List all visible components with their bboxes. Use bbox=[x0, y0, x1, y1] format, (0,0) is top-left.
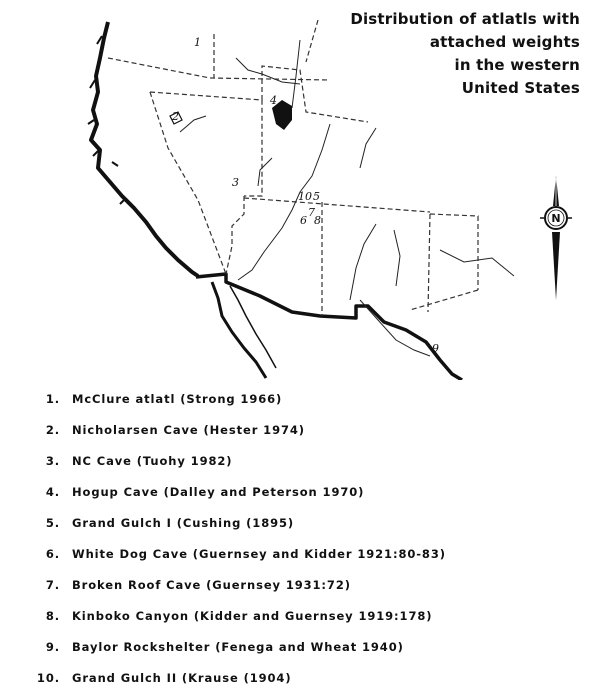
north-label: N bbox=[551, 212, 561, 225]
site-label-10: 10 bbox=[298, 190, 312, 203]
site-label-2: 2 bbox=[172, 110, 179, 123]
legend-item: 9. Baylor Rockshelter (Fenega and Wheat 1940) bbox=[45, 640, 404, 654]
map-title-line: in the western bbox=[454, 56, 580, 74]
site-label-6: 6 bbox=[300, 214, 307, 227]
legend-item: 6. White Dog Cave (Guernsey and Kidder 1921:80-83) bbox=[45, 547, 446, 561]
site-label-7: 7 bbox=[308, 206, 315, 219]
gulf-of-california bbox=[230, 286, 276, 368]
site-label-1: 1 bbox=[194, 36, 201, 49]
legend-item: 3. NC Cave (Tuohy 1982) bbox=[45, 454, 233, 468]
map-title-line: United States bbox=[461, 79, 580, 97]
legend-item: 5. Grand Gulch I (Cushing (1895) bbox=[45, 516, 295, 530]
map-title-line: attached weights bbox=[429, 33, 580, 51]
north-arrow-bottom bbox=[552, 232, 560, 300]
us-mexico-border bbox=[196, 274, 462, 380]
legend-item: 4. Hogup Cave (Dalley and Peterson 1970) bbox=[45, 485, 365, 499]
site-label-9: 9 bbox=[432, 342, 439, 355]
legend-item: 1. McClure atlatl (Strong 1966) bbox=[45, 392, 283, 406]
legend-item: 10. Grand Gulch II (Krause (1904) bbox=[36, 671, 292, 685]
legend-item: 7. Broken Roof Cave (Guernsey 1931:72) bbox=[45, 578, 351, 592]
site-label-8: 8 bbox=[314, 214, 321, 227]
north-arrow bbox=[540, 176, 572, 300]
legend-item: 8. Kinboko Canyon (Kidder and Guernsey 1919:178) bbox=[45, 609, 433, 623]
site-label-5: 5 bbox=[313, 190, 320, 203]
map-title-line: Distribution of atlatls with bbox=[350, 10, 580, 28]
rivers bbox=[180, 40, 514, 356]
site-label-4: 4 bbox=[270, 94, 277, 107]
legend-item: 2. Nicholarsen Cave (Hester 1974) bbox=[45, 423, 305, 437]
state-borders bbox=[108, 20, 478, 316]
pacific-coastline bbox=[91, 22, 198, 276]
site-label-3: 3 bbox=[232, 176, 239, 189]
site-legend bbox=[30, 384, 590, 694]
